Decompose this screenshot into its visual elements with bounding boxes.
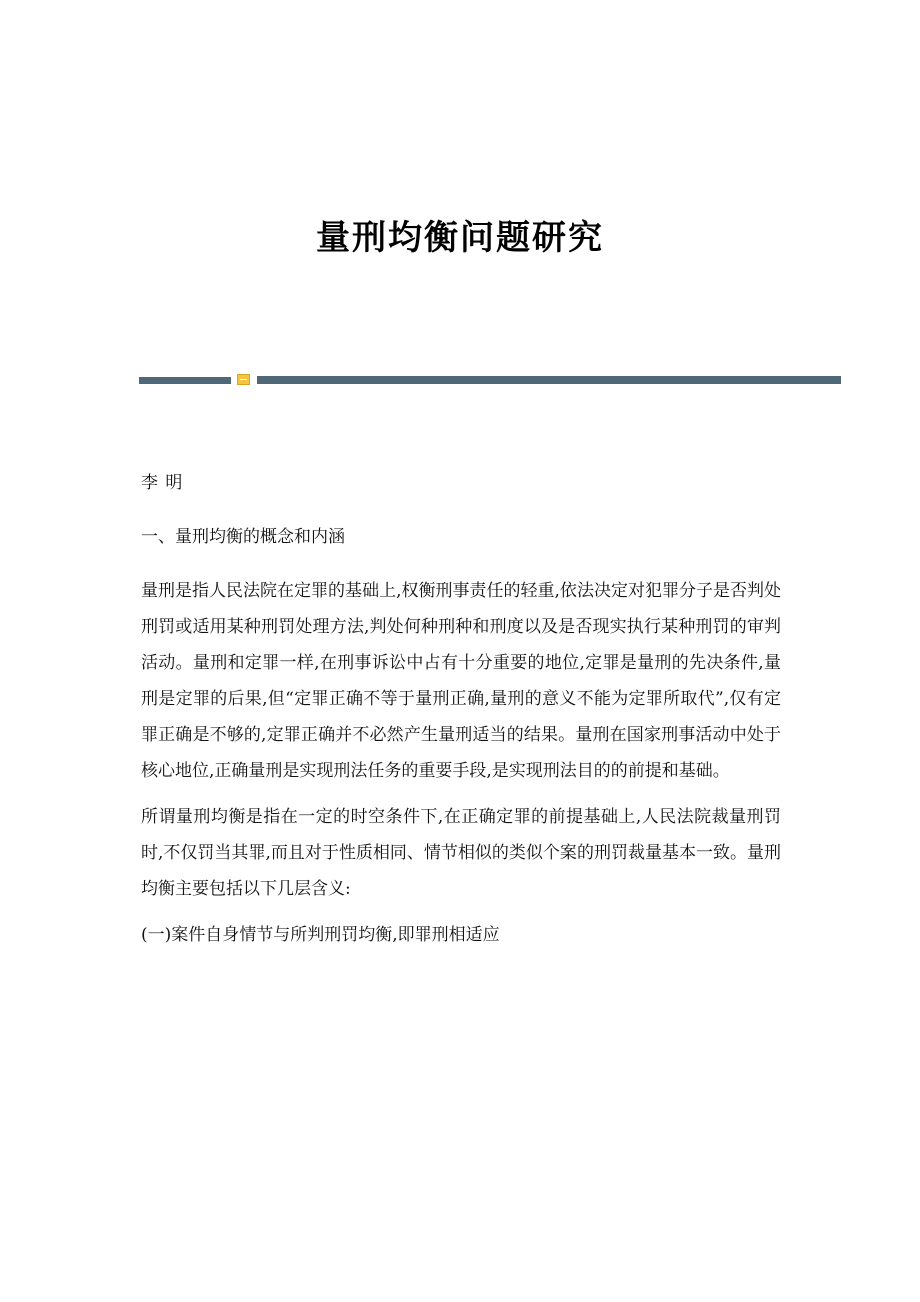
body-paragraph: 所谓量刑均衡是指在一定的时空条件下,在正确定罪的前提基础上,人民法院裁量刑罚时,不仅罚当其罪,而且对于性质相同、情节相似的类似个案的刑罚裁量基本一致。量刑均衡主要包括以下几层含义: [141, 807, 781, 899]
page-title: 量刑均衡问题研究 [316, 218, 604, 258]
author-name: 李 明 [141, 473, 184, 493]
divider-bar-left [139, 377, 231, 384]
body-paragraph: 量刑是指人民法院在定罪的基础上,权衡刑事责任的轻重,依法决定对犯罪分子是否判处刑罚或适用某种刑罚处理方法,判处何种刑种和刑度以及是否现实执行某种刑罚的审判活动。量刑和定罪一样,在刑事诉讼中占有十分重要的地位,定罪是量刑的先决条件,量刑是定罪的后果,但“定罪正确不等于量刑正确,量刑的意义不能为定罪所取代”,仅有定罪正确是不够的,定罪正确并不必然产生量刑适当的结果。量刑在国家刑事活动中处于核心地位,正确量刑是实现刑法任务的重要手段,是实现刑法目的的前提和基础。 [141, 581, 781, 781]
title-divider [139, 373, 841, 387]
divider-ornament-icon [237, 374, 250, 385]
divider-bar-right [257, 376, 841, 384]
section-heading: 一、量刑均衡的概念和内涵 [141, 527, 345, 547]
sub-heading: (一)案件自身情节与所判刑罚均衡,即罪刑相适应 [141, 925, 500, 945]
document-body [141, 465, 781, 953]
